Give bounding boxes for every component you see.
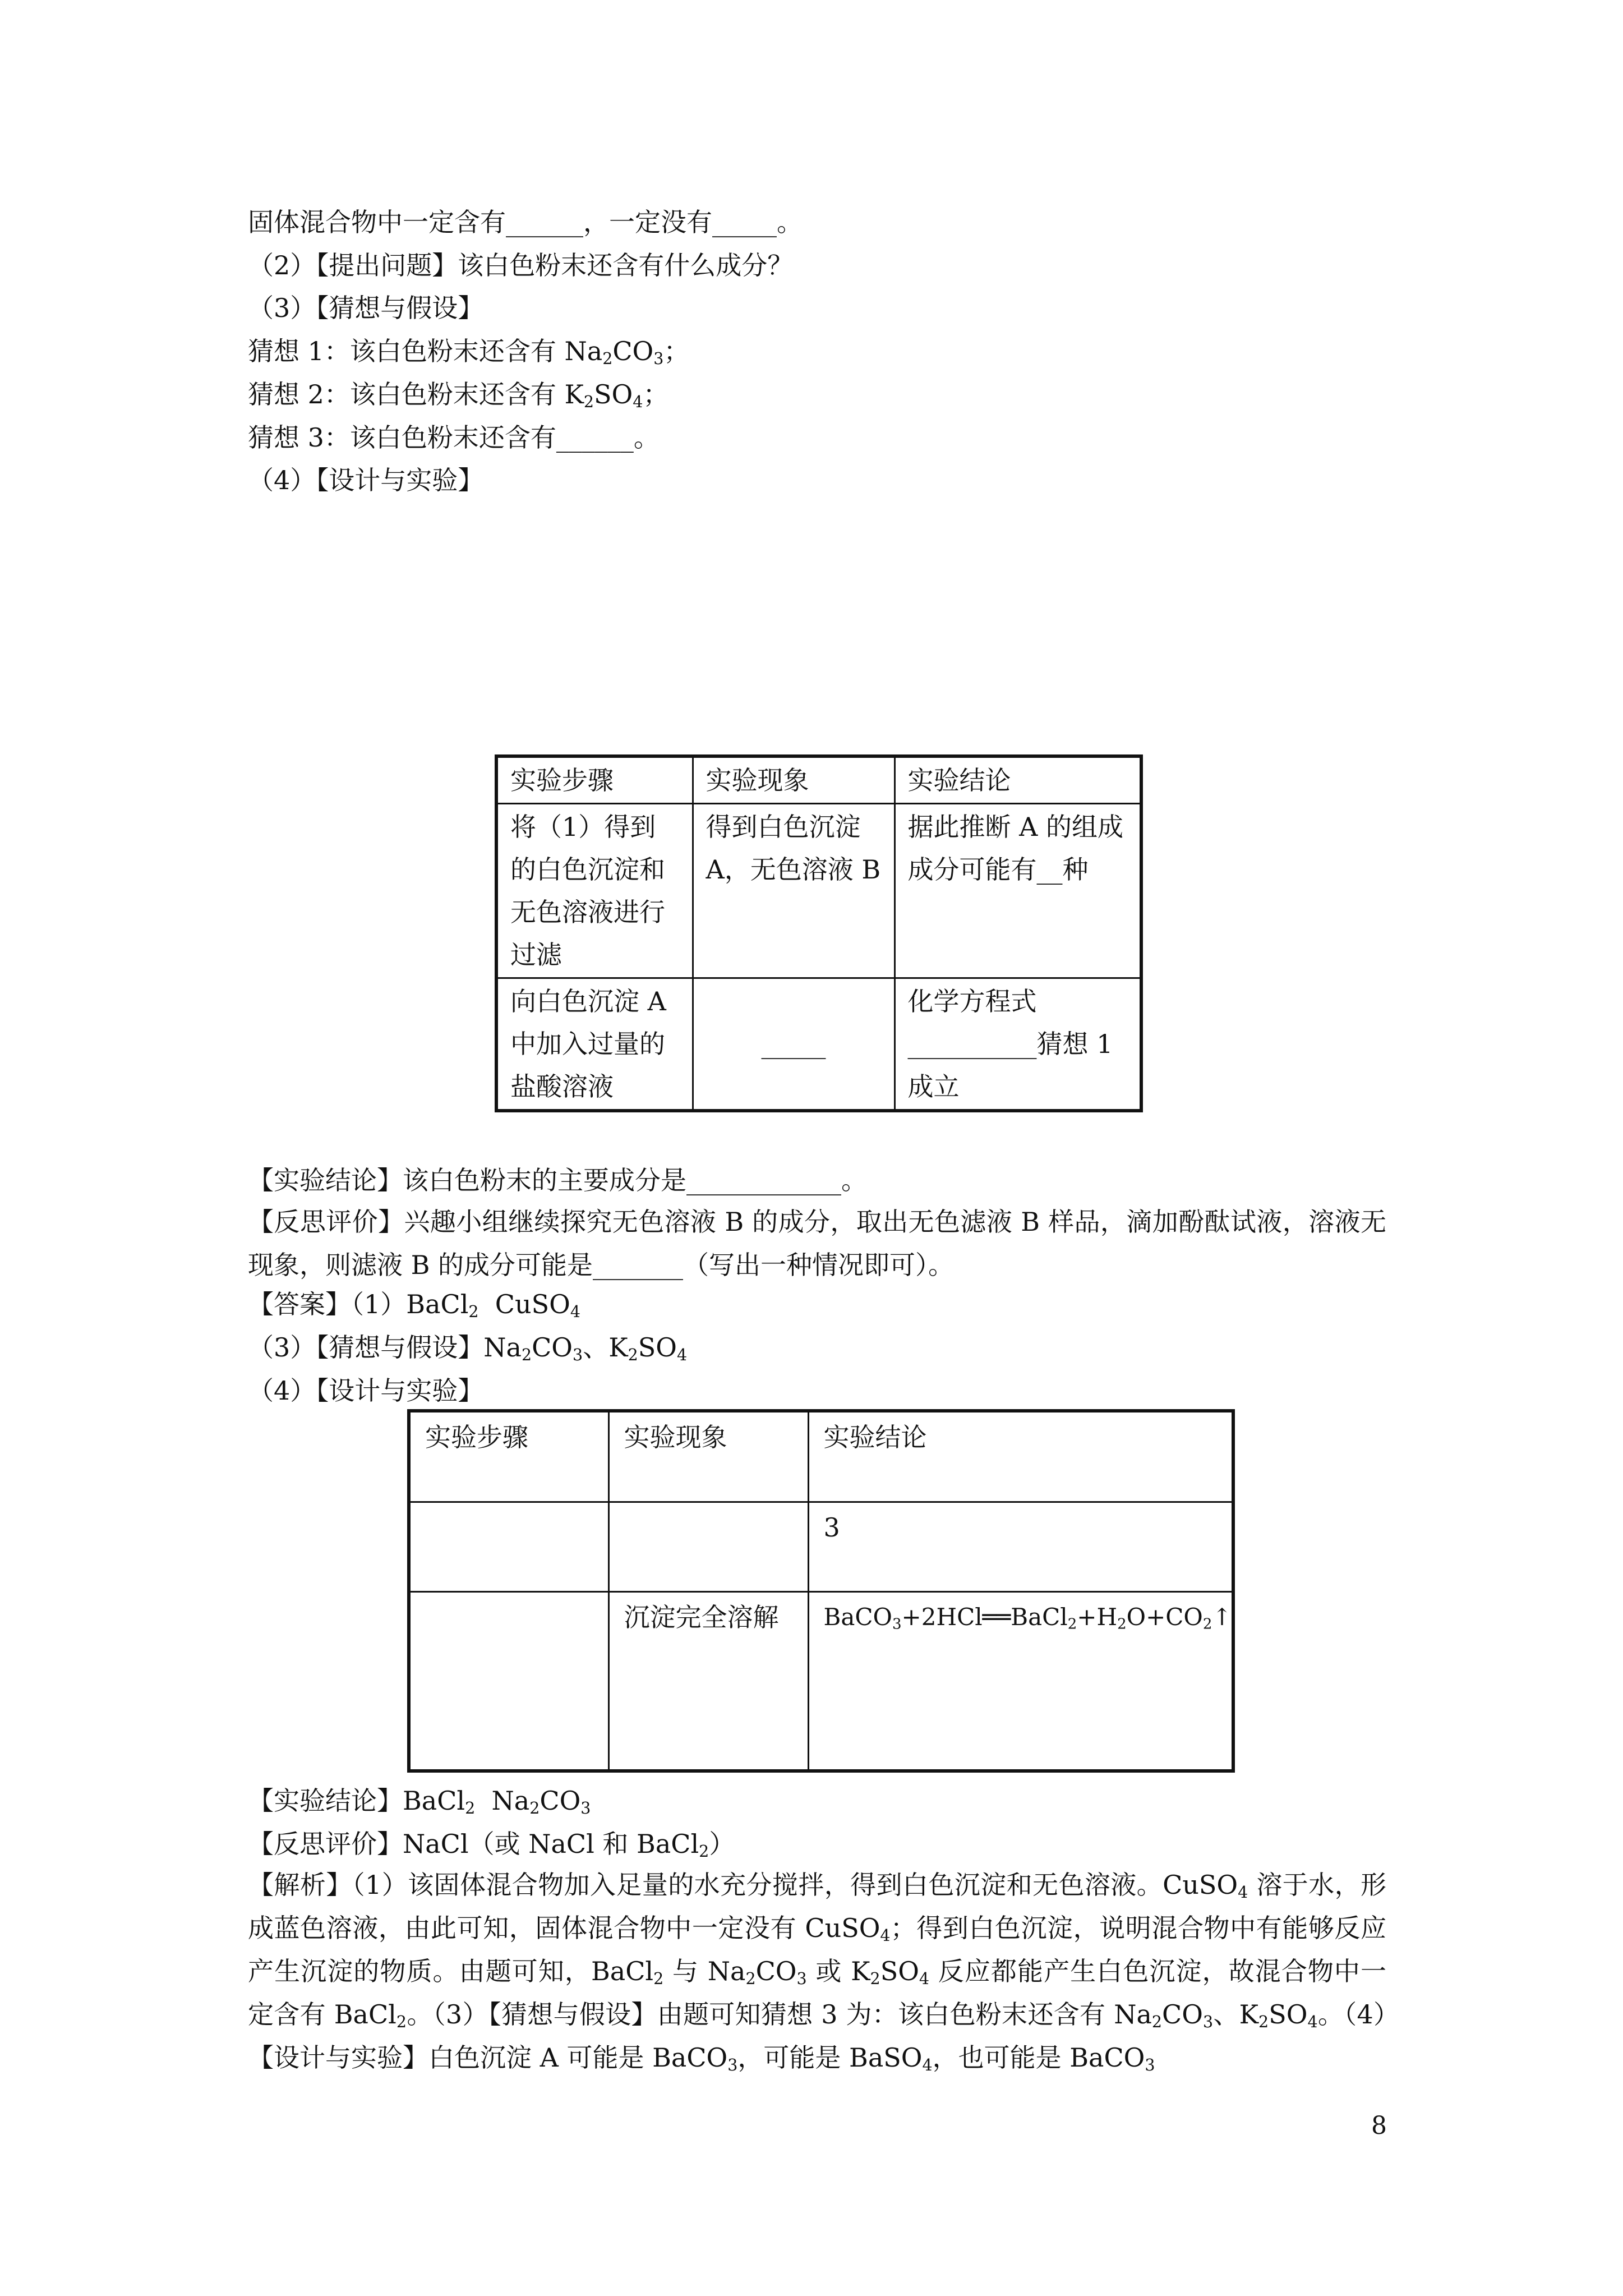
line-answer-1: 【答案】（1）BaCl$_2$ CuSO$_4$ (248, 1289, 581, 1322)
table-row (409, 1591, 1233, 1771)
para-analysis: 【解析】（1）该固体混合物加入足量的水充分搅拌，得到白色沉淀和无色溶液。CuSO$_4$ 溶于水，形成蓝色溶液，由此可知，固体混合物中一定没有 CuSO$_4$；得到白色沉淀，说明混合物中有能够反应产生沉淀的物质。由题可知，BaCl$_2$ 与 $Na_2CO_3$ 或 $K_2SO_4$ 反应都能产生白色沉淀，故混合物中一定含有 BaCl$_2$。（3）【猜想与假设】由题可知猜想 3 为：该白色粉末还含有 $Na_2CO_3$、$K_2SO_4$。（4）【设计与实验】白色沉淀 A 可能是 BaCO$_3$，可能是 BaSO$_4$，也可能是 BaCO$_3$ (248, 1870, 1387, 2075)
header-conclusion: 实验结论 (808, 1411, 1233, 1502)
page-number: 8 (1371, 2111, 1387, 2140)
table-header-row (496, 756, 1141, 804)
cell-conclusion: 化学方程式__________猜想 1 成立 (895, 978, 1141, 1111)
para-reflection: 【反思评价】兴趣小组继续探究无色溶液 B 的成分，取出无色滤液 B 样品，滴加酚酞试液，溶液无现象，则滤液 B 的成分可能是_______（写出一种情况即可）。 (248, 1207, 1386, 1280)
header-step: 实验步骤 (496, 756, 693, 804)
cell-step: 向白色沉淀 A 中加入过量的盐酸溶液 (496, 978, 693, 1111)
experiment-table (495, 754, 1143, 1112)
table-row (409, 1502, 1233, 1591)
line-guess-2: 猜想 2：该白色粉末还含有 $K_2SO_4$； (248, 379, 669, 412)
line-mixture: 固体混合物中一定含有______，一定没有_____。 (248, 207, 803, 237)
line-guess-1: 猜想 1：该白色粉末还含有 $Na_2CO_3$； (248, 336, 690, 369)
line-conclusion: 【实验结论】该白色粉末的主要成分是____________。 (248, 1165, 867, 1195)
cell-step (409, 1591, 608, 1771)
line-answer-4: （4）【设计与实验】 (248, 1375, 484, 1406)
answer-table (407, 1409, 1235, 1773)
cell-phenomenon: 沉淀完全溶解 (608, 1591, 808, 1771)
header-phenomenon: 实验现象 (608, 1411, 808, 1502)
header-conclusion: 实验结论 (895, 756, 1141, 804)
cell-equation: $BaCO_3+2HCl══BaCl_2+H_2O+CO_2↑$ (808, 1591, 1233, 1771)
cell-conclusion: 据此推断 A 的组成成分可能有__种 (895, 804, 1141, 978)
line-hypothesis-heading: （3）【猜想与假设】 (248, 293, 484, 323)
line-guess-3: 猜想 3：该白色粉末还含有______。 (248, 422, 660, 453)
line-question: （2）【提出问题】该白色粉末还含有什么成分？ (248, 250, 794, 280)
line-answer-3: （3）【猜想与假设】$Na_2CO_3$、$K_2SO_4$ (248, 1332, 688, 1365)
table-row (496, 978, 1141, 1111)
cell-phenomenon (608, 1502, 808, 1591)
cell-phenomenon: 得到白色沉淀 A，无色溶液 B (693, 804, 895, 978)
cell-step: 将（1）得到的白色沉淀和无色溶液进行过滤 (496, 804, 693, 978)
header-step: 实验步骤 (409, 1411, 608, 1502)
cell-phenomenon: _____ (693, 978, 895, 1111)
line-final-conclusion: 【实验结论】BaCl$_2$ $Na_2CO_3$ (248, 1786, 591, 1818)
header-phenomenon: 实验现象 (693, 756, 895, 804)
cell-conclusion: 3 (808, 1502, 1233, 1591)
table-header-row (409, 1411, 1233, 1502)
line-final-reflection: 【反思评价】NaCl（或 NaCl 和 BaCl$_2$） (248, 1829, 735, 1861)
cell-step (409, 1502, 608, 1591)
line-design-heading: （4）【设计与实验】 (248, 465, 484, 495)
table-row (496, 804, 1141, 978)
